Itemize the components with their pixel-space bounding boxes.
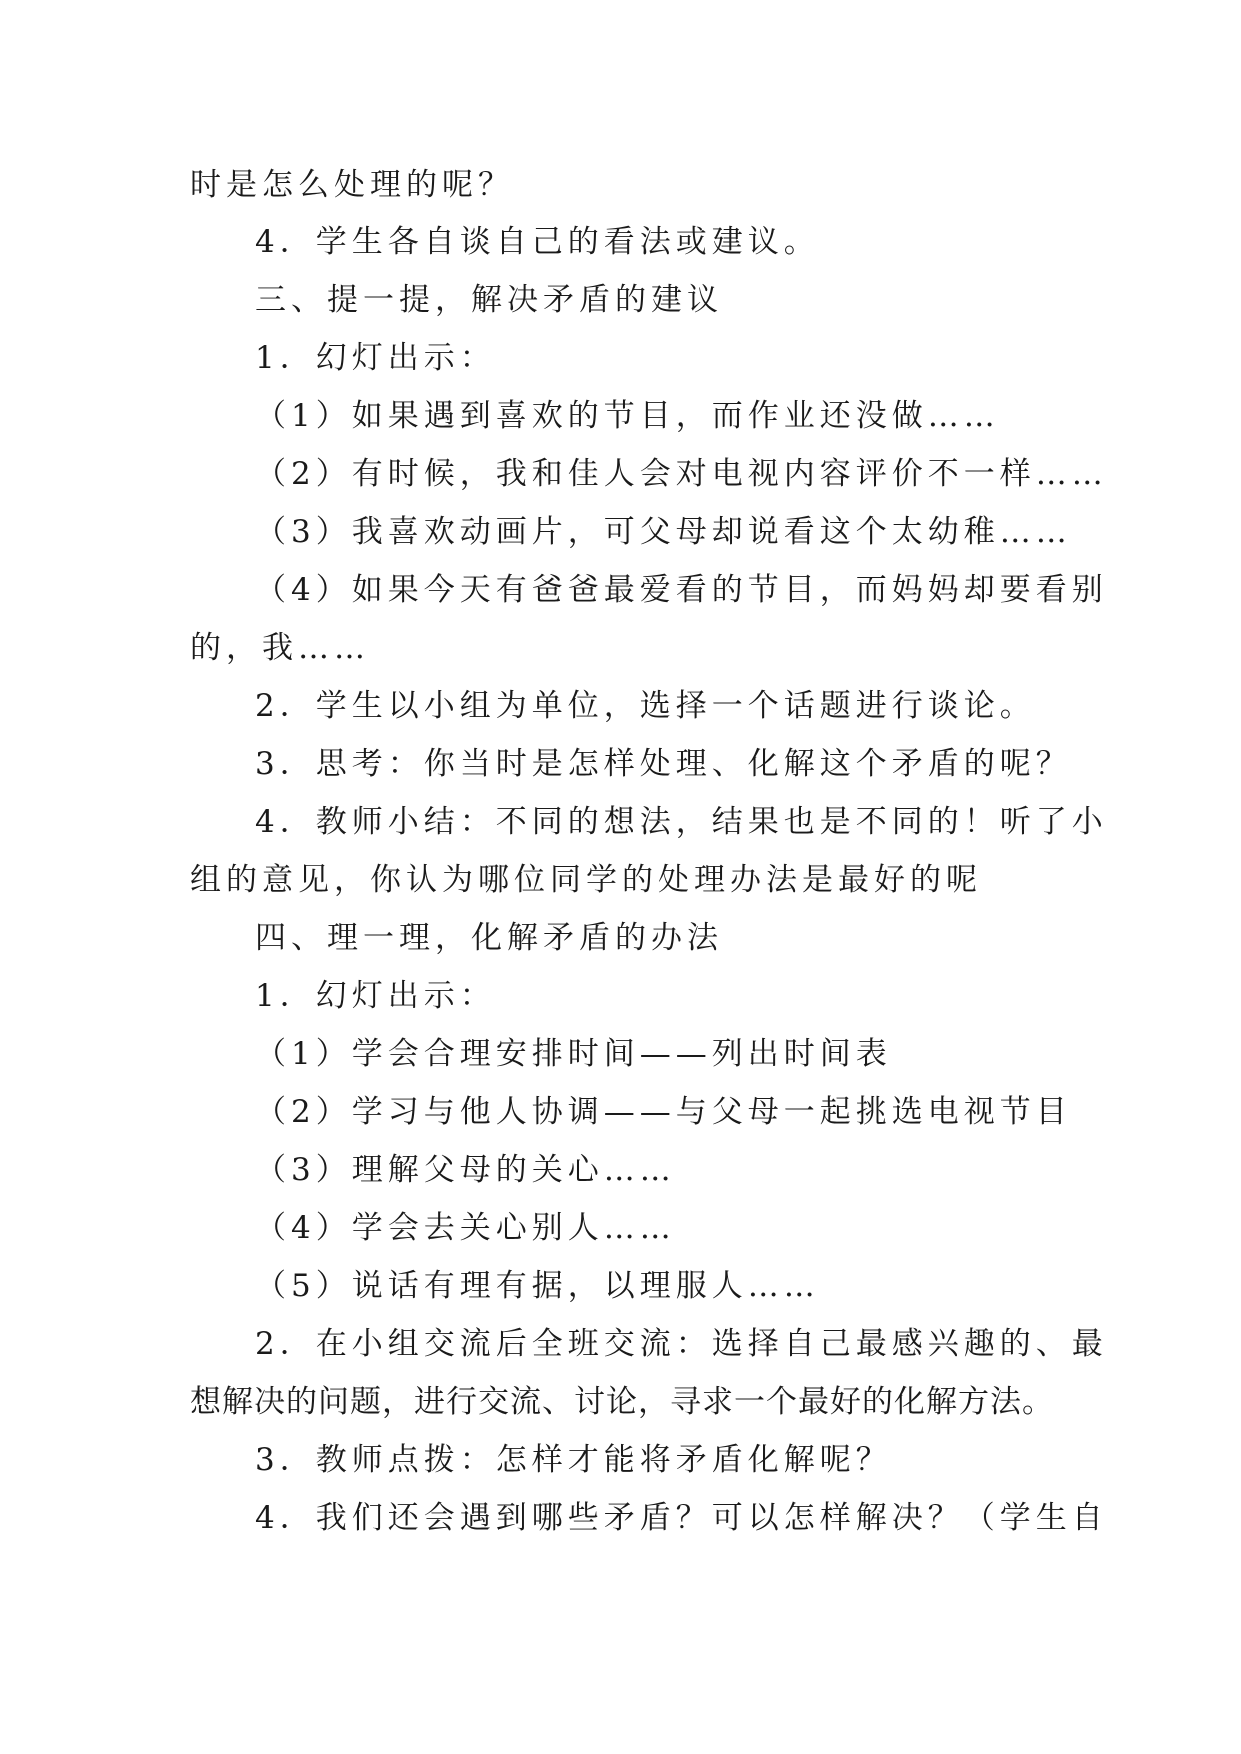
list-item: （4）学会去关心别人…… (255, 1210, 676, 1246)
text-line: 3．思考：你当时是怎样处理、化解这个矛盾的呢？ (255, 746, 1072, 782)
text-line: 的，我…… (190, 630, 370, 666)
text-line: 1．幻灯出示： (255, 340, 496, 376)
section-heading: 四、理一理，化解矛盾的办法 (255, 920, 723, 956)
text-line: 4．学生各自谈自己的看法或建议。 (255, 224, 820, 260)
text-line: 4．我们还会遇到哪些矛盾？可以怎样解决？（学生自 (255, 1500, 1108, 1536)
list-item: （3）理解父母的关心…… (255, 1152, 676, 1188)
list-item: （5）说话有理有据，以理服人…… (255, 1268, 820, 1304)
list-item: （3）我喜欢动画片，可父母却说看这个太幼稚…… (255, 514, 1072, 550)
text-line: 2．学生以小组为单位，选择一个话题进行谈论。 (255, 688, 1036, 724)
text-line: 1．幻灯出示： (255, 978, 496, 1014)
list-item: （1）如果遇到喜欢的节目，而作业还没做…… (255, 398, 1000, 434)
list-item: （2）学习与他人协调——与父母一起挑选电视节目 (255, 1094, 1072, 1130)
list-item: （1）学会合理安排时间——列出时间表 (255, 1036, 892, 1072)
text-line: 组的意见，你认为哪位同学的处理办法是最好的呢 (190, 862, 982, 898)
section-heading: 三、提一提，解决矛盾的建议 (255, 282, 723, 318)
list-item: （2）有时候，我和佳人会对电视内容评价不一样…… (255, 456, 1108, 492)
text-line: 2．在小组交流后全班交流：选择自己最感兴趣的、最 (255, 1326, 1108, 1362)
list-item: （4）如果今天有爸爸最爱看的节目，而妈妈却要看别 (255, 572, 1108, 608)
text-line: 3．教师点拨：怎样才能将矛盾化解呢？ (255, 1442, 892, 1478)
text-line: 想解决的问题，进行交流、讨论，寻求一个最好的化解方法。 (190, 1384, 1054, 1420)
text-line: 4．教师小结：不同的想法，结果也是不同的！听了小 (255, 804, 1108, 840)
text-line: 时是怎么处理的呢？ (190, 167, 514, 203)
